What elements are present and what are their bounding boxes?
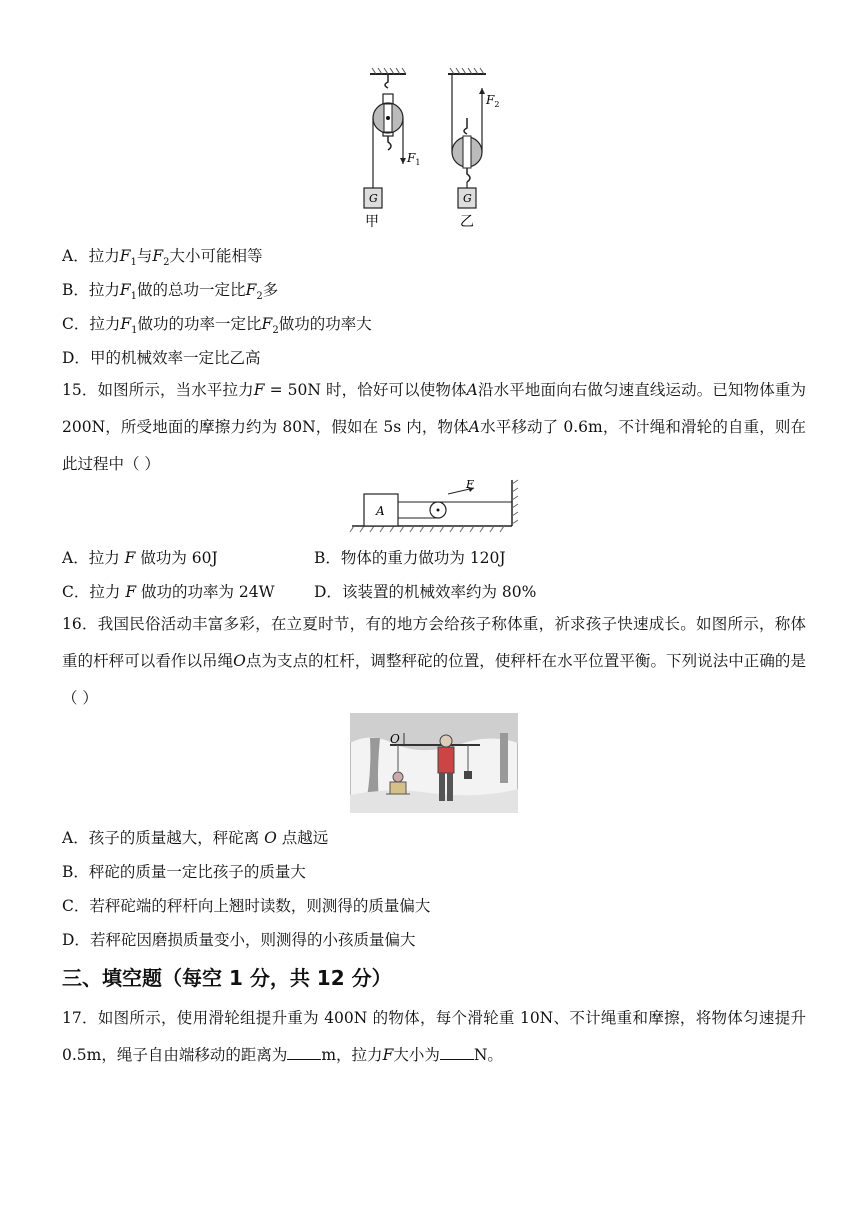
q15-stem: 15．如图所示，当水平拉力F = 50N 时，恰好可以使物体A沿水平地面向右做匀速直线运动。已知物体重为 200N，所受地面的摩擦力约为 80N，假如在 5s 内，物体A水平移动了 0.6m，不计绳和滑轮的自重，则在此过程中（ ）: [62, 381, 806, 473]
q15-option-a: A．拉力 F 做功为 60J: [62, 549, 218, 567]
q17-stem: 17．如图所示，使用滑轮组提升重为 400N 的物体，每个滑轮重 10N、不计绳重和摩擦，将物体匀速提升 0.5m，绳子自由端移动的距离为 m，拉力F大小为 N。: [62, 1009, 806, 1064]
svg-text:G: G: [463, 192, 472, 205]
q15-option-c: C．拉力 F 做功的功率为 24W: [62, 583, 275, 601]
section-heading: 三、填空题（每空 1 分，共 12 分）: [62, 966, 392, 990]
weight-block-jia: [364, 188, 382, 208]
pulley-q15: [430, 502, 446, 518]
svg-text:A: A: [376, 504, 385, 518]
answer-blank-1[interactable]: [287, 1045, 321, 1060]
movable-pulley-yi: [452, 74, 485, 188]
q15-option-d: D．该装置的机械效率约为 80%: [314, 583, 537, 601]
ceiling-jia: [370, 68, 406, 74]
label-yi: 乙: [460, 214, 474, 230]
q16-stem: 16．我国民俗活动丰富多彩，在立夏时节，有的地方会给孩子称体重，祈求孩子快速成长。如图所示，称体重的杆秤可以看作以吊绳O点为支点的杠杆，调整秤砣的位置，使秤杆在水平位置平衡。下列说法中正确的是（ ）: [62, 615, 806, 707]
label-jia: 甲: [365, 214, 379, 230]
q15-option-b: B．物体的重力做功为 120J: [314, 549, 506, 567]
q16-option-b: B．秤砣的质量一定比孩子的质量大: [62, 863, 306, 881]
q16-option-d: D．若秤砣因磨损质量变小，则测得的小孩质量偏大: [62, 931, 416, 949]
steelyard-illustration: [350, 713, 518, 813]
svg-text:G: G: [369, 192, 378, 205]
q16-option-c: C．若秤砣端的秤杆向上翘时读数，则测得的质量偏大: [62, 897, 431, 915]
f1-label: $F_1$: [407, 151, 421, 167]
q14-option-b: B．拉力$F_1$做的总功一定比$F_2$多: [62, 281, 279, 303]
ceiling-yi: [448, 68, 486, 74]
block-a: [364, 494, 398, 526]
fixed-pulley-jia: [373, 74, 406, 188]
answer-blank-2[interactable]: [440, 1045, 474, 1060]
q16-option-a: A．孩子的质量越大，秤砣离 O 点越远: [62, 829, 329, 847]
q14-option-a: A．拉力$F_1$与$F_2$大小可能相等: [62, 247, 263, 269]
force-label: F: [466, 478, 474, 491]
pulley-figure: [360, 66, 510, 236]
q14-option-d: D．甲的机械效率一定比乙高: [62, 349, 261, 367]
q14-option-c: C．拉力$F_1$做功的功率一定比$F_2$做功的功率大: [62, 315, 372, 337]
f2-label: $F_2$: [486, 93, 500, 109]
pivot-label: O: [390, 732, 400, 746]
q15-figure: [348, 478, 520, 536]
weight-block-yi: [458, 188, 476, 208]
